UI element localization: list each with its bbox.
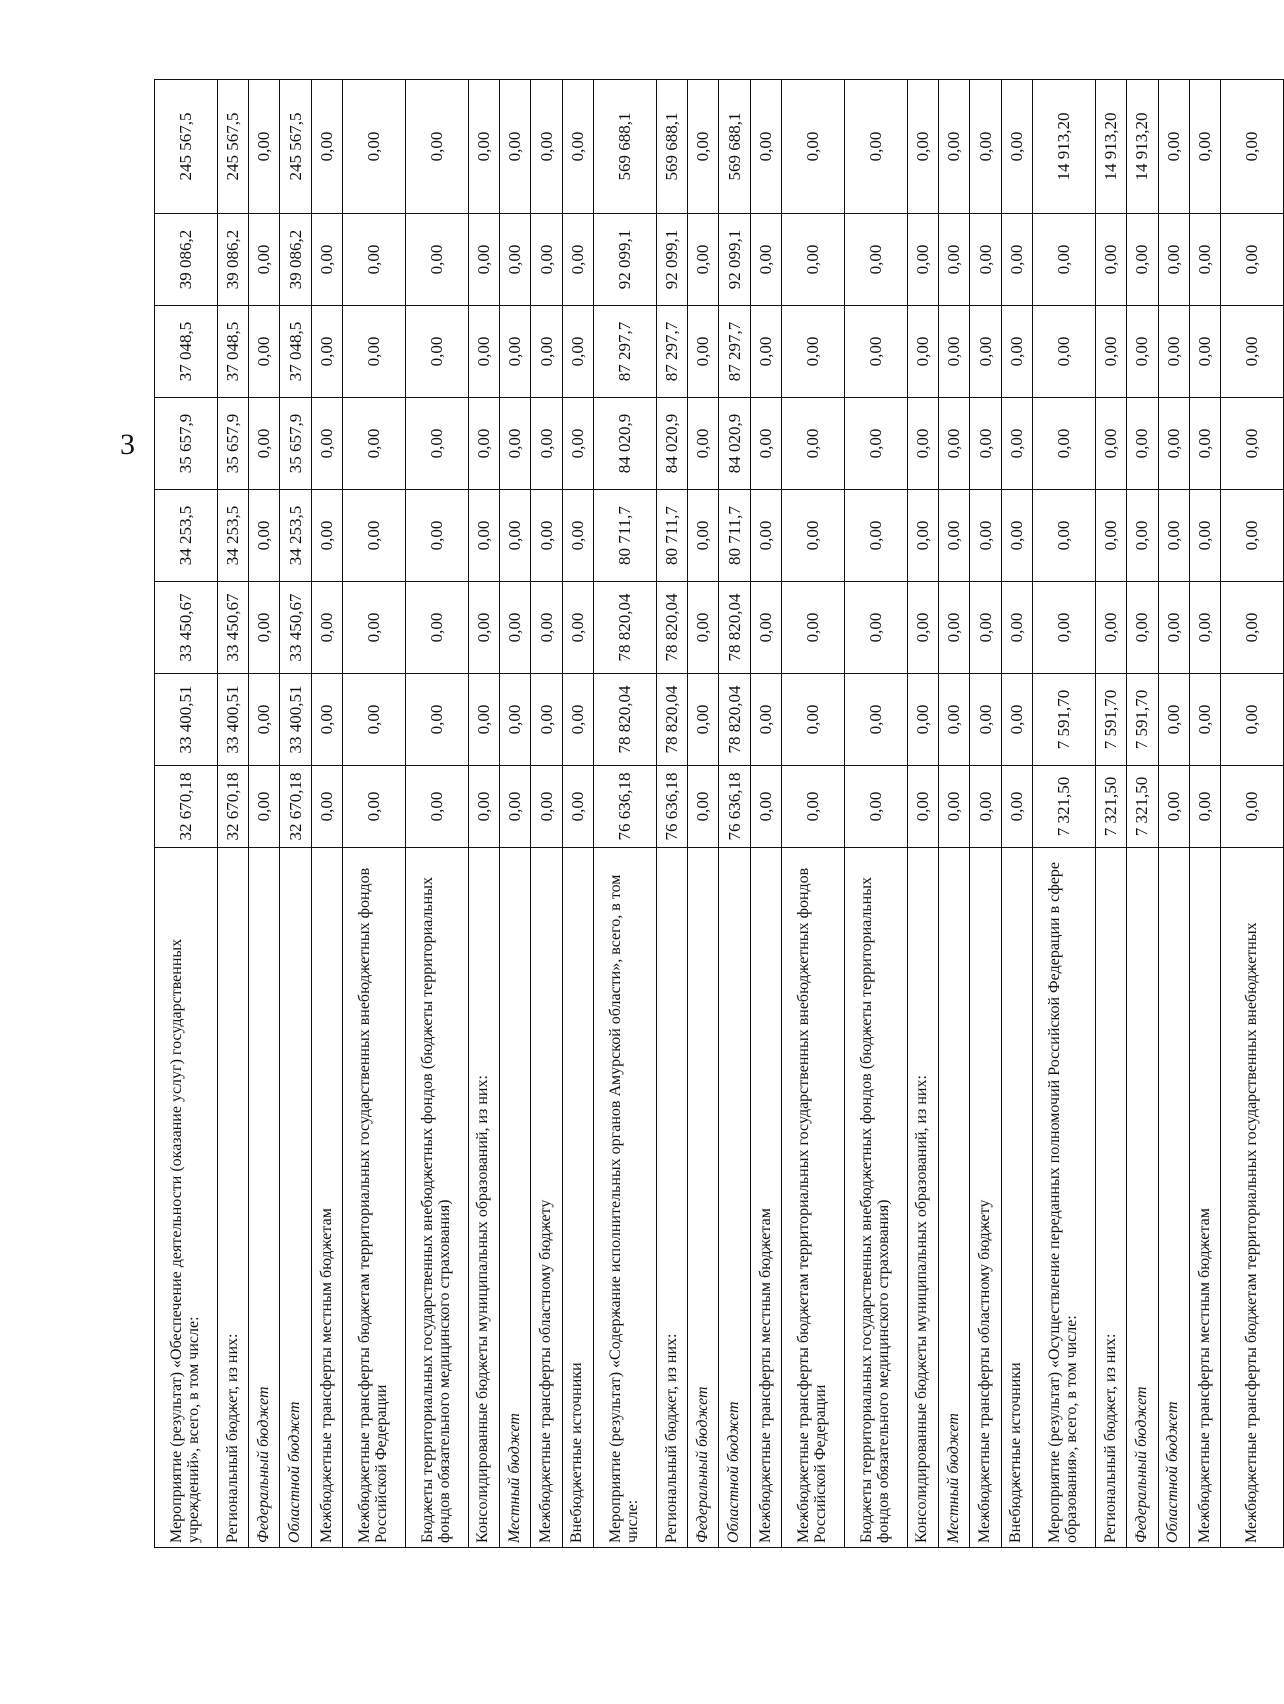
row-label: Бюджеты территориальных государственных внебюджетных фондов (бюджеты территориальных фондов обязательного медицинского страхования) [844,848,907,1548]
cell-value: 0,00 [405,80,468,214]
row-label: Межбюджетные трансферты бюджетам территориальных государственных внебюджетных фондов Российской Федерации [782,848,845,1548]
cell-value: 0,00 [688,582,719,674]
cell-value: 0,00 [1001,490,1032,582]
cell-value: 0,00 [343,766,406,848]
cell-value: 0,00 [782,674,845,766]
cell-value: 0,00 [907,582,938,674]
cell-value: 0,00 [249,766,280,848]
cell-value: 0,00 [970,674,1001,766]
table-row [1095,80,1126,1548]
table-row [531,80,562,1548]
cell-value: 0,00 [844,582,907,674]
table-row [405,80,468,1548]
cell-value: 569 688,1 [594,80,657,214]
cell-value: 0,00 [938,582,969,674]
cell-value: 0,00 [782,306,845,398]
cell-value: 0,00 [1033,582,1096,674]
cell-value: 0,00 [405,490,468,582]
table-row [1221,80,1284,1548]
row-label: Региональный бюджет, из них: [217,848,248,1548]
cell-value: 0,00 [249,214,280,306]
cell-value: 245 567,5 [217,80,248,214]
cell-value: 0,00 [782,582,845,674]
cell-value: 569 688,1 [656,80,687,214]
cell-value: 76 636,18 [594,766,657,848]
cell-value: 80 711,7 [656,490,687,582]
cell-value: 0,00 [468,306,499,398]
cell-value: 0,00 [1189,582,1220,674]
table-row [499,80,530,1548]
cell-value: 76 636,18 [656,766,687,848]
cell-value: 0,00 [468,398,499,490]
cell-value: 0,00 [1158,490,1189,582]
cell-value: 0,00 [688,490,719,582]
row-label: Межбюджетные трансферты местным бюджетам [311,848,342,1548]
cell-value: 0,00 [1127,398,1158,490]
cell-value: 84 020,9 [656,398,687,490]
cell-value: 0,00 [750,214,781,306]
cell-value: 0,00 [1158,582,1189,674]
cell-value: 78 820,04 [656,674,687,766]
cell-value: 0,00 [1127,490,1158,582]
cell-value: 0,00 [249,674,280,766]
cell-value: 32 670,18 [217,766,248,848]
cell-value: 0,00 [1189,80,1220,214]
cell-value: 78 820,04 [594,674,657,766]
cell-value: 0,00 [1221,398,1284,490]
cell-value: 0,00 [1189,674,1220,766]
cell-value: 32 670,18 [280,766,311,848]
cell-value: 0,00 [562,674,593,766]
cell-value: 0,00 [750,306,781,398]
table-row [343,80,406,1548]
cell-value: 0,00 [531,214,562,306]
row-label: Межбюджетные трансферты областному бюджету [531,848,562,1548]
table-row [1001,80,1032,1548]
row-label: Межбюджетные трансферты бюджетам территориальных государственных внебюджетных фондов Российской Федерации [343,848,406,1548]
cell-value: 0,00 [1221,490,1284,582]
row-label: Бюджеты территориальных государственных внебюджетных фондов (бюджеты территориальных фондов обязательного медицинского страхования) [405,848,468,1548]
row-label: Внебюджетные источники [1001,848,1032,1548]
cell-value: 0,00 [343,214,406,306]
table-row [468,80,499,1548]
cell-value: 80 711,7 [719,490,750,582]
cell-value: 0,00 [938,674,969,766]
cell-value: 84 020,9 [719,398,750,490]
cell-value: 0,00 [782,214,845,306]
cell-value: 0,00 [249,398,280,490]
cell-value: 37 048,5 [217,306,248,398]
cell-value: 33 400,51 [280,674,311,766]
cell-value: 0,00 [562,490,593,582]
cell-value: 245 567,5 [280,80,311,214]
cell-value: 0,00 [1158,80,1189,214]
cell-value: 0,00 [1221,766,1284,848]
table-row [719,80,750,1548]
cell-value: 0,00 [1158,306,1189,398]
cell-value: 0,00 [688,674,719,766]
table-row [750,80,781,1548]
cell-value: 0,00 [1221,582,1284,674]
cell-value: 0,00 [249,306,280,398]
cell-value: 0,00 [343,80,406,214]
cell-value: 0,00 [1189,306,1220,398]
row-label: Федеральный бюджет [249,848,280,1548]
cell-value: 0,00 [531,306,562,398]
cell-value: 33 450,67 [280,582,311,674]
cell-value: 35 657,9 [217,398,248,490]
cell-value: 39 086,2 [217,214,248,306]
cell-value: 34 253,5 [217,490,248,582]
row-label: Мероприятие (результат) «Осуществление переданных полномочий Российской Федерации в сфере образования», всего, в том числе: [1033,848,1096,1548]
cell-value: 0,00 [1158,398,1189,490]
cell-value: 0,00 [499,490,530,582]
cell-value: 0,00 [531,582,562,674]
cell-value: 0,00 [499,214,530,306]
row-label: Региональный бюджет, из них: [1095,848,1126,1548]
cell-value: 7 321,50 [1095,766,1126,848]
table-row [907,80,938,1548]
cell-value: 0,00 [531,766,562,848]
cell-value: 78 820,04 [594,582,657,674]
row-label: Межбюджетные трансферты местным бюджетам [750,848,781,1548]
row-label: Областной бюджет [719,848,750,1548]
cell-value: 0,00 [1001,214,1032,306]
cell-value: 0,00 [562,306,593,398]
cell-value: 92 099,1 [656,214,687,306]
cell-value: 0,00 [249,490,280,582]
cell-value: 14 913,20 [1095,80,1126,214]
cell-value: 0,00 [1189,398,1220,490]
cell-value: 0,00 [1095,582,1126,674]
funding-table [154,79,1284,1548]
cell-value: 0,00 [562,398,593,490]
cell-value: 0,00 [750,80,781,214]
cell-value: 0,00 [562,80,593,214]
cell-value: 0,00 [405,214,468,306]
cell-value: 0,00 [782,766,845,848]
cell-value: 0,00 [1127,306,1158,398]
cell-value: 0,00 [782,80,845,214]
cell-value: 0,00 [468,490,499,582]
cell-value: 34 253,5 [155,490,218,582]
cell-value: 7 591,70 [1127,674,1158,766]
cell-value: 92 099,1 [719,214,750,306]
cell-value: 34 253,5 [280,490,311,582]
row-label: Областной бюджет [280,848,311,1548]
table-row [1033,80,1096,1548]
cell-value: 0,00 [343,306,406,398]
cell-value: 0,00 [1095,490,1126,582]
table-row [311,80,342,1548]
cell-value: 33 400,51 [155,674,218,766]
cell-value: 0,00 [311,80,342,214]
cell-value: 245 567,5 [155,80,218,214]
cell-value: 87 297,7 [656,306,687,398]
cell-value: 0,00 [562,214,593,306]
cell-value: 0,00 [907,490,938,582]
cell-value: 0,00 [1001,766,1032,848]
cell-value: 0,00 [1127,214,1158,306]
cell-value: 0,00 [1158,674,1189,766]
table-row [217,80,248,1548]
cell-value: 0,00 [468,766,499,848]
cell-value: 0,00 [688,214,719,306]
cell-value: 84 020,9 [594,398,657,490]
cell-value: 0,00 [750,674,781,766]
page-number: 3 [120,428,135,461]
cell-value: 0,00 [405,306,468,398]
row-label: Региональный бюджет, из них: [656,848,687,1548]
cell-value: 37 048,5 [155,306,218,398]
table-row [1127,80,1158,1548]
table-row [938,80,969,1548]
table-row [562,80,593,1548]
cell-value: 0,00 [907,214,938,306]
cell-value: 0,00 [750,766,781,848]
cell-value: 0,00 [468,674,499,766]
cell-value: 0,00 [405,674,468,766]
cell-value: 0,00 [907,674,938,766]
cell-value: 0,00 [562,766,593,848]
cell-value: 0,00 [970,766,1001,848]
cell-value: 14 913,20 [1033,80,1096,214]
cell-value: 0,00 [311,674,342,766]
table-row [280,80,311,1548]
cell-value: 37 048,5 [280,306,311,398]
cell-value: 0,00 [343,582,406,674]
cell-value: 0,00 [343,398,406,490]
cell-value: 0,00 [1001,674,1032,766]
cell-value: 0,00 [468,214,499,306]
cell-value: 14 913,20 [1127,80,1158,214]
cell-value: 0,00 [970,582,1001,674]
cell-value: 0,00 [1001,80,1032,214]
row-label: Местный бюджет [938,848,969,1548]
cell-value: 0,00 [1158,766,1189,848]
cell-value: 78 820,04 [656,582,687,674]
cell-value: 0,00 [405,398,468,490]
cell-value: 7 321,50 [1127,766,1158,848]
cell-value: 35 657,9 [280,398,311,490]
cell-value: 0,00 [938,80,969,214]
cell-value: 0,00 [1158,214,1189,306]
cell-value: 0,00 [1033,306,1096,398]
row-label: Внебюджетные источники [562,848,593,1548]
cell-value: 0,00 [688,80,719,214]
table-row [1158,80,1189,1548]
cell-value: 569 688,1 [719,80,750,214]
cell-value: 0,00 [1033,490,1096,582]
cell-value: 0,00 [311,582,342,674]
cell-value: 80 711,7 [594,490,657,582]
cell-value: 76 636,18 [719,766,750,848]
cell-value: 0,00 [970,80,1001,214]
cell-value: 0,00 [311,398,342,490]
cell-value: 0,00 [844,306,907,398]
cell-value: 0,00 [938,398,969,490]
cell-value: 32 670,18 [155,766,218,848]
cell-value: 0,00 [531,490,562,582]
cell-value: 0,00 [938,766,969,848]
cell-value: 0,00 [1189,766,1220,848]
cell-value: 0,00 [844,80,907,214]
cell-value: 0,00 [970,398,1001,490]
cell-value: 0,00 [499,398,530,490]
table-row [249,80,280,1548]
row-label: Мероприятие (результат) «Содержание исполнительных органов Амурской области», всего, в том числе: [594,848,657,1548]
cell-value: 0,00 [907,766,938,848]
table-row [970,80,1001,1548]
cell-value: 0,00 [1189,214,1220,306]
cell-value: 0,00 [311,214,342,306]
table-row [594,80,657,1548]
cell-value: 0,00 [782,490,845,582]
cell-value: 0,00 [531,674,562,766]
cell-value: 0,00 [782,398,845,490]
cell-value: 0,00 [970,306,1001,398]
cell-value: 0,00 [562,582,593,674]
cell-value: 0,00 [1221,306,1284,398]
cell-value: 0,00 [844,766,907,848]
cell-value: 0,00 [688,398,719,490]
cell-value: 0,00 [844,214,907,306]
cell-value: 33 450,67 [217,582,248,674]
cell-value: 0,00 [750,582,781,674]
cell-value: 92 099,1 [594,214,657,306]
cell-value: 0,00 [1189,490,1220,582]
cell-value: 0,00 [844,398,907,490]
cell-value: 87 297,7 [719,306,750,398]
cell-value: 0,00 [688,766,719,848]
cell-value: 0,00 [938,306,969,398]
cell-value: 0,00 [1001,582,1032,674]
cell-value: 0,00 [907,398,938,490]
cell-value: 0,00 [499,80,530,214]
cell-value: 0,00 [938,214,969,306]
cell-value: 0,00 [1001,398,1032,490]
cell-value: 0,00 [1095,214,1126,306]
cell-value: 0,00 [1095,398,1126,490]
cell-value: 0,00 [750,490,781,582]
row-label: Консолидированные бюджеты муниципальных образований, из них: [907,848,938,1548]
cell-value: 0,00 [750,398,781,490]
cell-value: 0,00 [531,398,562,490]
cell-value: 33 450,67 [155,582,218,674]
table-row [688,80,719,1548]
cell-value: 0,00 [970,490,1001,582]
cell-value: 0,00 [1033,398,1096,490]
cell-value: 0,00 [531,80,562,214]
cell-value: 0,00 [1001,306,1032,398]
cell-value: 7 321,50 [1033,766,1096,848]
row-label: Межбюджетные трансферты областному бюджету [970,848,1001,1548]
cell-value: 39 086,2 [155,214,218,306]
cell-value: 0,00 [249,582,280,674]
row-label: Консолидированные бюджеты муниципальных образований, из них: [468,848,499,1548]
cell-value: 0,00 [938,490,969,582]
table-row [656,80,687,1548]
cell-value: 0,00 [688,306,719,398]
cell-value: 35 657,9 [155,398,218,490]
cell-value: 0,00 [1127,582,1158,674]
cell-value: 78 820,04 [719,674,750,766]
row-label: Федеральный бюджет [1127,848,1158,1548]
cell-value: 0,00 [468,582,499,674]
cell-value: 0,00 [405,766,468,848]
table-row [782,80,845,1548]
cell-value: 33 400,51 [217,674,248,766]
cell-value: 0,00 [970,214,1001,306]
cell-value: 0,00 [343,490,406,582]
cell-value: 0,00 [1221,674,1284,766]
table-row [1189,80,1220,1548]
table-row [155,80,218,1548]
cell-value: 0,00 [1221,214,1284,306]
cell-value: 0,00 [1095,306,1126,398]
cell-value: 7 591,70 [1033,674,1096,766]
cell-value: 0,00 [405,582,468,674]
cell-value: 0,00 [311,490,342,582]
cell-value: 0,00 [907,306,938,398]
cell-value: 0,00 [499,674,530,766]
row-label: Местный бюджет [499,848,530,1548]
row-label: Межбюджетные трансферты местным бюджетам [1189,848,1220,1548]
cell-value: 0,00 [1221,80,1284,214]
cell-value: 0,00 [311,766,342,848]
row-label: Областной бюджет [1158,848,1189,1548]
cell-value: 0,00 [499,306,530,398]
cell-value: 0,00 [343,674,406,766]
cell-value: 0,00 [499,766,530,848]
cell-value: 78 820,04 [719,582,750,674]
cell-value: 0,00 [499,582,530,674]
row-label: Межбюджетные трансферты бюджетам территориальных государственных внебюджетных [1221,848,1284,1548]
cell-value: 0,00 [844,674,907,766]
cell-value: 0,00 [907,80,938,214]
cell-value: 0,00 [844,490,907,582]
cell-value: 39 086,2 [280,214,311,306]
table-row [844,80,907,1548]
row-label: Федеральный бюджет [688,848,719,1548]
cell-value: 0,00 [249,80,280,214]
cell-value: 0,00 [1033,214,1096,306]
row-label: Мероприятие (результат) «Обеспечение деятельности (оказание услуг) государственных учреждений», всего, в том числе: [155,848,218,1548]
cell-value: 0,00 [311,306,342,398]
cell-value: 87 297,7 [594,306,657,398]
cell-value: 7 591,70 [1095,674,1126,766]
cell-value: 0,00 [468,80,499,214]
